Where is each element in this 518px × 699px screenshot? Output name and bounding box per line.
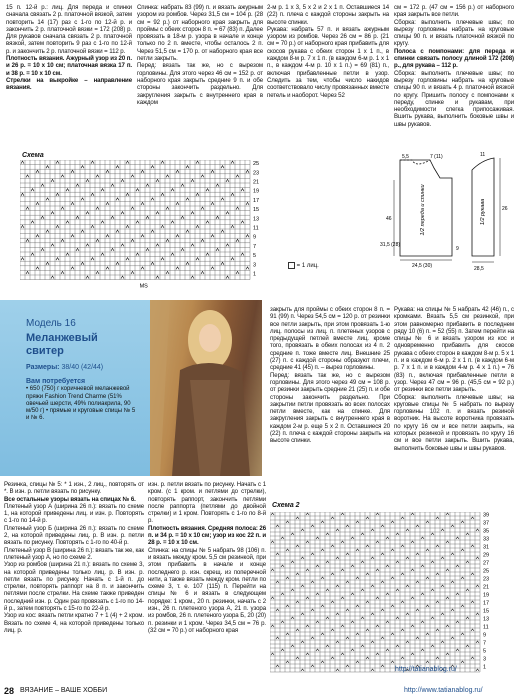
row-number: 3 — [253, 262, 257, 269]
paragraph: Плотность вязания. Средняя полоса: 26 п. и 34 р. = 10 х 10 см; узор из кос 22 п. и 28 р. = 10 х 10 см. — [148, 524, 266, 547]
paragraph: Плетеный узор В (ширина 26 п.): вязать так же, как плетеный узор А, но по схеме 2. — [4, 546, 144, 561]
svg-text:11 — [480, 152, 485, 158]
paragraph: см = 172 р. (47 см = 156 р.) от наборного края закрыть все петли. — [394, 4, 514, 19]
paragraph: Спинка: набрать 83 (99) п. и вязать ажурным узором из ромбов. Через 31,5 см = 104 р. (28 см = 92 р.) от наборного края закрыть для проймы с обеих сторон 8 п. = 67 (83) п. Далее провязать в 18-м р. узора в начале и конце только по 2 п. вместе, чтобы осталось 2 п. Через 51,5 см = 170 р. от наборного края все петли закрыть. — [137, 4, 263, 63]
model-title: Меланжевый свитер — [26, 332, 98, 357]
row-number: 19 — [483, 592, 490, 599]
text-col-2-top — [137, 4, 263, 106]
pattern-front-label: 1/2 переда и спинки — [420, 184, 426, 236]
svg-text:9 — [456, 246, 459, 252]
paragraph: Сборка: выполнить плечевые швы; по вырезу горловины набрать на круговые спицы 90 п. и вязать 4 р. платочной вязкой по кругу. Пришить полосу с помпонами к переду, спинке и рукавам, при необходимости слегка припосаживая. Вшить рукава, выполнить боковые швы и швы рукавов. — [394, 69, 514, 128]
paragraph: изн. р. петли вязать по рисунку. Начать с 1 кром. (с 1 кром. и петлями до стрелки), повторять раппорт, закончить петлями после раппорта (петлями до двойной стрелки) и 1 кром. Повторять с 1-го по 8-й р. — [148, 481, 266, 525]
dim-label: 31,5 (28) — [380, 242, 401, 248]
materials — [26, 378, 136, 423]
row-number: 9 — [483, 632, 487, 639]
row-number: 9 — [253, 234, 257, 241]
materials-heading: Вам потребуется — [26, 378, 86, 385]
svg-text:31,5 (28) — [380, 242, 400, 248]
footer — [0, 685, 518, 699]
scheme-chart — [20, 160, 272, 290]
row-number: 23 — [483, 576, 490, 583]
paragraph: Узор из кос: вязать петли кратно 7 + 1 (4) + 2 кром. Вязать по схеме 4, на которой приведены только лиц. р. — [4, 612, 144, 634]
row-number: 7 — [483, 640, 487, 647]
dim-label: 24,5 (30) — [412, 263, 433, 269]
pattern-schematic — [372, 150, 518, 280]
magazine-name: ВЯЗАНИЕ – ВАШЕ ХОББИ — [20, 687, 108, 694]
dim-label: 5,5 — [402, 154, 409, 160]
paragraph: Плетеный узор А (ширина 26 п.): вязать по схеме 1, на которой приведены лиц. и изн. р. Повторять с 1-го по 14-й р. — [4, 502, 144, 525]
paragraph: Перед: вязать так же, но с вырезом горловины. Для этого через 46 см = 152 р. от наборного края закрыть средние 9 п. и обе стороны закончить раздельно. Для закругления закрыть с внутреннего края в каждом — [137, 62, 263, 106]
row-number: 33 — [483, 536, 490, 543]
paragraph: Рукава: на спицы № 5 набрать 42 (46) п., с кромками. Вязать 5,5 см резинкой, при этом равномерно прибавить в последнем ряду 10 (6) п. = 52 (55) п. Затем перейти на спицы № 6 и вязать узором из кос и одновременно прибавить для скосов рукава с обеих сторон в каждом 8-м р. 5 х 1 п. и в каждом 6-м р. 2 х 1 п. (в каждом 6-м р. 7 х 1 п. и в каждом 4-м р. 4 х 1 п.) = 76 (83) п., включая прибавленные петли в узор. Через 47 см = 96 р. (45,5 см = 92 р.) от резинки все петли закрыть. — [394, 306, 514, 394]
paragraph: Сборка: выполнить плечевые швы; на круговые спицы № 5 набрать по вырезу горловины 102 п. и вязать резиной воротник. На высоте воротника провязать по кругу 16 см и все петли закрыть, на которых резинкой и провязать по кругу 16 см и все петли закрыть. Вшить рукава, выполнить боковые швы и швы рукавов. — [394, 393, 514, 452]
row-number: 21 — [483, 584, 490, 591]
model-number: Модель 16 — [26, 318, 76, 329]
dim-label: 28,5 — [474, 266, 484, 272]
paragraph: Узор из ромбов (ширина 21 п.): вязать по схеме 3, на которой приведены только лиц. р. В изн. р. петли вязать по рисунку. Начать с 1-й п. до стрелки, повторять раппорт на 8 п. и закончить петлями после стрелки. На схеме также приведен последний изн. р. Один раз провязать с 1-го по 14-й р., затем повторять с 15-го по 22-й р. — [4, 561, 144, 613]
materials-list: • 650 (750) г коричневой меланжевой пряжи Fashion Trend Charme (51% овечьей шерсти, 49% полиакрила, 90 м/50 г) • прямые и круговые спицы № 5 и № 6. — [26, 386, 136, 422]
row-number: 1 — [253, 271, 257, 278]
row-number: 1 — [483, 664, 487, 671]
row-number: 3 — [483, 656, 487, 663]
text-col-3-top-right — [270, 306, 390, 445]
dim-label: 46 — [386, 216, 392, 222]
pattern-sleeve-label: 1/2 рукава — [480, 198, 486, 226]
watermark-inline: http://tatianablog.ru/ — [395, 666, 457, 673]
text-col-2-bottom — [148, 481, 266, 634]
row-number: 19 — [253, 188, 260, 195]
row-number: 17 — [253, 197, 260, 204]
page-number: 28 — [4, 686, 15, 696]
row-number: 13 — [483, 616, 490, 623]
paragraph: Плетеный узор Б (ширина 26 п.): вязать по схеме 2, на которой приведены лиц. р. В изн. р. петли вязать по рисунку. Повторять с 1-го по 40-й р. — [4, 524, 144, 547]
row-number: 25 — [483, 568, 490, 575]
row-number: 21 — [253, 179, 260, 186]
svg-text:1/2 переда и спинки — [420, 184, 426, 235]
paragraph: Полоса с помпонами: для переда и спинки связать полосу длиной 172 (208) р., для рукава – 112 р. — [394, 47, 514, 70]
svg-text:28,5 — [474, 266, 484, 272]
paragraph: Сборка: выполнить плечевые швы; по вырезу горловины набрать на круговые спицы 90 п. и вязать платочной вязкой по кругу. — [394, 18, 514, 48]
row-number: 39 — [483, 512, 490, 519]
row-number: 25 — [253, 161, 260, 168]
text-col-4-top-right — [394, 306, 514, 452]
paragraph: 2-м р. 1 х 3, 5 х 2 и 2 х 1 п. Оставшиеся 14 (22) п. плеча с каждой стороны закрыть на высоте спинки. — [267, 4, 389, 26]
legend — [288, 262, 319, 269]
paragraph: Резинка, спицы № 5: * 1 изн., 2 лиц., повторять от *. В изн. р. петли вязать по рисунку. — [4, 481, 144, 496]
chart-ms-label: MS — [139, 283, 148, 290]
row-number: 11 — [253, 225, 259, 232]
row-number: 23 — [253, 170, 260, 177]
watermark: http://www.tatianablog.ru/ — [404, 687, 483, 694]
paragraph: Спинка: на спицы № 5 набрать 98 (106) п. и вязать между кром. 5,5 см резинкой, при этом прибавить в начале и конце последнего р. изн. скрещ. из поперечной нити, а также вязать между кром. петли по схеме 3, т. е. 107 (115) п. Перейти на спицы № 6 и вязать в следующем порядке: 1 кром., 20 п. резинки, начать с 2 изн., 26 п. плетеного узора А, 21 п. узора из ромбов, 26 п. плетеного узора Б, 20 (20) п. резинки и 1 кром. Через 34,5 см = 76 р. (32 см = 70 р.) от наборного края — [148, 546, 266, 634]
row-number: 35 — [483, 528, 490, 535]
svg-text:7 (11) — [430, 154, 443, 160]
row-number: 31 — [483, 544, 490, 551]
paragraph: Все остальные узоры вязать на спицах № 6. — [4, 495, 136, 503]
row-number: 37 — [483, 520, 490, 527]
svg-text:5,5 — [402, 154, 409, 160]
row-number: 13 — [253, 216, 260, 223]
dim-label: 11 — [480, 152, 486, 158]
row-number: 17 — [483, 600, 490, 607]
text-col-3-top — [267, 4, 389, 99]
sizes — [26, 364, 103, 371]
row-number: 7 — [253, 243, 257, 250]
scheme2-chart — [270, 512, 514, 680]
svg-text:26 — [502, 206, 508, 212]
row-number: 27 — [483, 560, 490, 567]
paragraph: Плотность вязания. Ажурный узор из 20 п. и 26 р. = 10 х 10 см; платочная вязка 17 п. и 38 р. = 10 х 10 см. — [6, 55, 132, 77]
paragraph: закрыть для проймы с обеих сторон 8 п. = 91 (99) п. Через 54,5 см = 120 р. от резинки все петли закрыть, при этом провязать 1-ю лиц. полосы из лиц. п. плетеных узоров с предыдущей петлей вместе лиц. кроме того, провязать в обеих полосах из 4 п. 2 средние п. тоже вместе лиц. Внешние 25 (27) п. с каждой стороны образуют плечи, средние 41 (45) п. – вырез горловины. — [270, 306, 390, 372]
svg-text:1/2 рукава — [480, 199, 486, 225]
row-number: 15 — [253, 207, 260, 214]
paragraph: Перед: вязать так же, но с вырезом горловины. Для этого через 49 см = 108 р. от резинки закрыть средние 21 (25) п. и обе стороны закончить раздельно. При закрытии петли провязать во всех полосах петли вместе, как на спинке. Для закругления закрыть с внутреннего края в каждом 2-м р. еще 5 х 2 п. Оставшиеся 20 (22) п. плеча с каждой стороны закрыть на высоте спинки. — [270, 371, 390, 445]
scheme-label: Схема — [22, 152, 44, 159]
text-col-1-top — [6, 4, 132, 92]
text-col-1-bottom — [4, 481, 144, 634]
sizes-label: Размеры: — [26, 364, 60, 371]
legend-text: = 1 лиц. — [296, 263, 319, 270]
paragraph: Рукава: набрать 57 п. и вязать ажурным узором из ромбов. Через 26 см = 86 р. (21 см = 70 р.) от наборного края прибавить для скосов рукава с обеих сторон 1 х 1 п., в каждом 8-м р. 7 х 1 п. (в каждом 6-м р. 1 х 1 п., в каждом 4-м р. 10 х 1 п.) = 69 (81) п., включая прибавленные петли в узор. Следить за тем, чтобы число накидов соответствовало числу провязанных вместе петель и наоборот. Через 52 — [267, 25, 389, 99]
svg-text:46 — [386, 216, 392, 222]
row-number: 15 — [483, 608, 490, 615]
paragraph: 15 п. 12-й р.: лиц. Для переда и спинки сначала связать 2 р. платочной вязкой, затем повторить 14 (17) раз с 1-го по 12-й р. и закончить 2 р. платочной вязки = 172 (208) р. Для рукавов сначала связать 2 р. платочной вязкой, затем повторить 9 раз с 1-го по 12-й р. и закончить 2 р. платочной вязки = 112 р. — [6, 4, 132, 55]
legend-swatch — [288, 262, 295, 269]
dim-label: 7 (11) — [430, 154, 443, 160]
sizes-value: 38/40 (42/44) — [61, 364, 104, 371]
row-number: 29 — [483, 552, 490, 559]
text-col-4-top — [394, 4, 514, 128]
row-number: 5 — [253, 253, 257, 260]
scheme2-label: Схема 2 — [272, 502, 300, 509]
row-number: 5 — [483, 648, 487, 655]
model-photo — [150, 300, 262, 476]
dim-label: 26 — [502, 206, 508, 212]
svg-text:24,5 (30) — [412, 263, 432, 269]
dim-label: 9 — [456, 246, 459, 252]
row-number: 11 — [483, 624, 489, 631]
paragraph: Стрелки на выкройке – направление вязания. — [6, 76, 132, 92]
